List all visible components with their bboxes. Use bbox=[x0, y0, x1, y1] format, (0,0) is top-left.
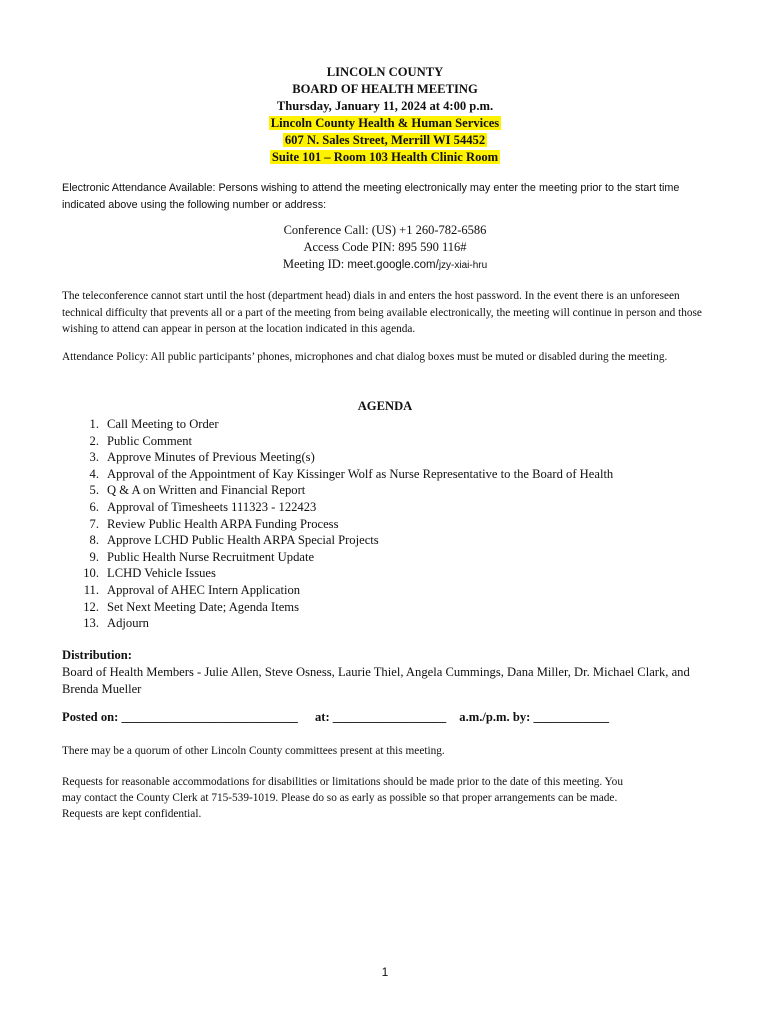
posted-on: Posted on: ____________________________ bbox=[62, 710, 298, 724]
distribution-section bbox=[62, 647, 712, 698]
board-title: BOARD OF HEALTH MEETING bbox=[292, 82, 478, 96]
agenda-item-number: 3. bbox=[89, 450, 99, 465]
meeting-url-code: jzy-xiai-hru bbox=[438, 260, 488, 271]
meeting-url[interactable] bbox=[347, 259, 487, 271]
agenda-item-number: 7. bbox=[89, 516, 99, 531]
attendance-policy: Attendance Policy: All public participants’ phones, microphones and chat dialog boxes must be muted or disabled during the meeting. bbox=[62, 351, 668, 363]
agenda-item bbox=[62, 466, 702, 483]
teleconference-notice: The teleconference cannot start until the host (department head) dials in and enters the host password. In the event there is an unforeseen technical difficulty that prevents all or a part of the meeting from being available electronically, the meeting will continue in person and those wishing to attend can appear in person at the location indicated in this agenda. bbox=[62, 290, 702, 335]
meeting-url-domain: meet.google.com/ bbox=[347, 259, 439, 271]
agenda-item-number: 12. bbox=[83, 599, 99, 614]
agenda-item bbox=[62, 449, 702, 466]
agenda-title: AGENDA bbox=[357, 399, 413, 413]
agenda-item bbox=[62, 549, 702, 566]
posted-line bbox=[62, 710, 722, 725]
agenda-item-text: Approval of Timesheets 111323 - 122423 bbox=[107, 499, 317, 514]
agenda-item-text: Approval of AHEC Intern Application bbox=[107, 582, 301, 597]
agenda-item bbox=[62, 599, 702, 616]
county-title: LINCOLN COUNTY bbox=[326, 65, 444, 79]
distribution-text: Board of Health Members - Julie Allen, Steve Osness, Laurie Thiel, Angela Cummings, Dana Miller, Dr. Michael Clark, and Brenda Mueller bbox=[62, 665, 690, 696]
posted-at: at: __________________ bbox=[314, 710, 447, 724]
agenda-item bbox=[62, 565, 702, 582]
agenda-item-text: Public Comment bbox=[107, 433, 193, 448]
agenda-item-number: 6. bbox=[89, 499, 99, 514]
access-code: Access Code PIN: 895 590 116# bbox=[303, 240, 467, 254]
agenda-item-number: 10. bbox=[83, 566, 99, 581]
conference-info bbox=[0, 222, 770, 274]
agenda-item-number: 13. bbox=[83, 616, 99, 631]
agenda-item bbox=[62, 516, 702, 533]
accommodation-notice: Requests for reasonable accommodations for disabilities or limitations should be made prior to the date of this meeting. You may contact the County Clerk at 715-539-1019. Please do so as early as possible so that proper arrangements can be made. Requests are kept confidential. bbox=[62, 776, 623, 820]
agenda-item-text: Q & A on Written and Financial Report bbox=[107, 483, 306, 498]
meeting-datetime: Thursday, January 11, 2024 at 4:00 p.m. bbox=[276, 99, 494, 113]
conference-call: Conference Call: (US) +1 260-782-6586 bbox=[283, 223, 487, 237]
agenda-item-number: 11. bbox=[83, 582, 99, 597]
agenda-item-number: 4. bbox=[89, 466, 99, 481]
posted-by: a.m./p.m. by: ____________ bbox=[459, 710, 610, 724]
agenda-item-text: Set Next Meeting Date; Agenda Items bbox=[107, 599, 300, 614]
agenda-item-text: Public Health Nurse Recruitment Update bbox=[107, 549, 315, 564]
quorum-notice: There may be a quorum of other Lincoln County committees present at this meeting. bbox=[62, 745, 445, 757]
agenda-item-number: 1. bbox=[89, 417, 99, 431]
agenda-item-text: Review Public Health ARPA Funding Process bbox=[107, 516, 339, 531]
agenda-item-number: 9. bbox=[89, 549, 99, 564]
meeting-id bbox=[0, 256, 770, 274]
agenda-item-text: Adjourn bbox=[107, 616, 149, 631]
location-room: Suite 101 – Room 103 Health Clinic Room bbox=[271, 150, 499, 164]
agenda-item bbox=[62, 433, 702, 450]
agenda-item bbox=[62, 615, 702, 632]
agenda-list bbox=[62, 416, 702, 632]
agenda-item bbox=[62, 532, 702, 549]
agenda-item-text: Approve Minutes of Previous Meeting(s) bbox=[107, 450, 315, 465]
agenda-item-number: 2. bbox=[89, 433, 99, 448]
agenda-item bbox=[62, 499, 702, 516]
agenda-item bbox=[62, 416, 702, 433]
location-name: Lincoln County Health & Human Services bbox=[270, 116, 500, 130]
agenda-item-text: Call Meeting to Order bbox=[107, 417, 219, 431]
page-number: 1 bbox=[381, 965, 389, 979]
distribution-heading: Distribution: bbox=[62, 648, 132, 662]
electronic-attendance-text: Electronic Attendance Available: Persons wishing to attend the meeting electronically may enter the meeting prior to the start time indicated above using the following number or address: bbox=[62, 182, 680, 211]
agenda-item-number: 8. bbox=[89, 533, 99, 548]
agenda-item-text: LCHD Vehicle Issues bbox=[107, 566, 216, 581]
location-address: 607 N. Sales Street, Merrill WI 54452 bbox=[284, 133, 486, 147]
agenda-item bbox=[62, 582, 702, 599]
agenda-item bbox=[62, 482, 702, 499]
agenda-item-number: 5. bbox=[89, 483, 99, 498]
agenda-item-text: Approve LCHD Public Health ARPA Special Projects bbox=[107, 533, 379, 548]
agenda-item-text: Approval of the Appointment of Kay Kissinger Wolf as Nurse Representative to the Board of Health bbox=[107, 466, 614, 481]
meeting-id-label: Meeting ID: bbox=[282, 257, 348, 271]
meeting-header bbox=[0, 64, 770, 166]
